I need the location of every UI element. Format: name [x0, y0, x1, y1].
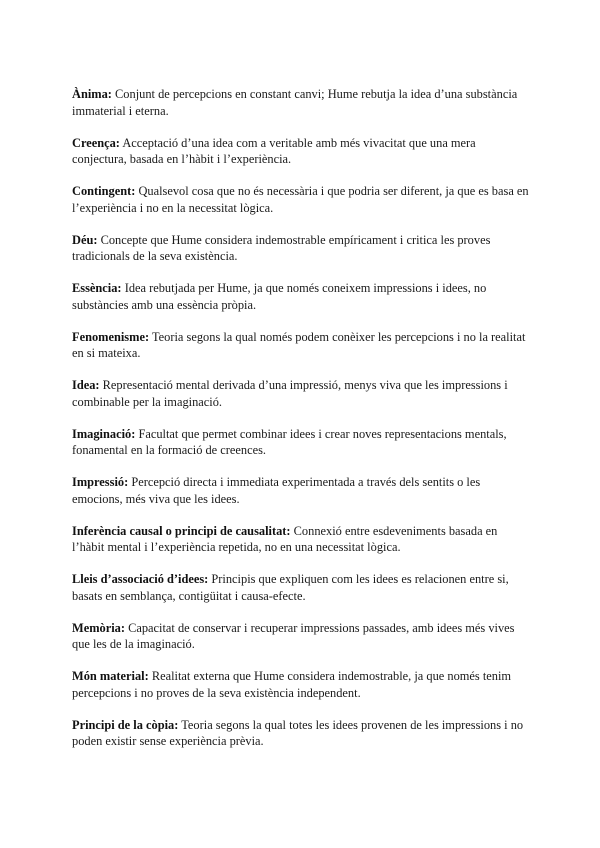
entry-term: Impressió: [72, 475, 129, 489]
entry-definition: Conjunt de percepcions en constant canvi; Hume rebutja la idea d’una substància immaterial i eterna. [72, 87, 518, 118]
glossary-entry-lleis-associacio [72, 571, 532, 604]
entry-term: Fenomenisme: [72, 329, 150, 344]
entry-term: Contingent: [72, 184, 136, 198]
glossary-list [72, 86, 532, 765]
entry-definition: Qualsevol cosa que no és necessària i que podria ser diferent, ja que es basa en l’experiència i no en la necessitat lògica. [72, 184, 529, 215]
glossary-entry-principi-copia [72, 717, 532, 750]
glossary-entry-fenomenisme [72, 329, 532, 362]
entry-definition: Percepció directa i immediata experimentada a través dels sentits o les emocions, més viva que les idees. [72, 475, 481, 506]
entry-term: Imaginació: [72, 426, 136, 441]
glossary-entry-mon-material [72, 668, 532, 701]
glossary-entry-idea [72, 377, 532, 410]
entry-definition: Facultat que permet combinar idees i crear noves representacions mentals, fonamental en la formació de creences. [72, 426, 507, 457]
entry-term: Món material: [72, 669, 149, 683]
entry-definition: Capacitat de conservar i recuperar impressions passades, amb idees més vives que les de la imaginació. [72, 620, 515, 651]
entry-definition: Principis que expliquen com les idees es relacionen entre si, basats en semblança, contigüitat i causa-efecte. [72, 572, 509, 603]
entry-term: Creença: [72, 135, 120, 150]
entry-definition: Concepte que Hume considera indemostrable empíricament i critica les proves tradicionals de la seva existència. [72, 232, 491, 263]
entry-term: Memòria: [72, 620, 125, 635]
entry-term: Idea: [72, 378, 100, 392]
entry-term: Ànima: [72, 87, 112, 101]
entry-definition: Representació mental derivada d’una impressió, menys viva que les impressions i combinable per la imaginació. [72, 378, 508, 409]
entry-term: Lleis d’associació d’idees: [72, 572, 209, 586]
glossary-entry-inferencia-causal [72, 523, 532, 556]
glossary-entry-impressio [72, 474, 532, 507]
glossary-entry-imaginacio [72, 426, 532, 459]
entry-term: Inferència causal o principi de causalitat: [72, 523, 291, 538]
glossary-entry-memoria [72, 620, 532, 653]
entry-term: Essència: [72, 281, 122, 295]
glossary-entry-anima [72, 86, 532, 119]
entry-definition: Acceptació d’una idea com a veritable amb més vivacitat que una mera conjectura, basada en l’hàbit i l’experiència. [72, 135, 476, 166]
glossary-entry-creenca [72, 135, 532, 168]
glossary-entry-deu [72, 232, 532, 265]
glossary-entry-essencia [72, 280, 532, 313]
entry-definition: Teoria segons la qual totes les idees provenen de les impressions i no poden existir sense experiència prèvia. [72, 717, 524, 748]
entry-definition: Teoria segons la qual només podem conèixer les percepcions i no la realitat en si mateixa. [72, 329, 526, 360]
entry-term: Principi de la còpia: [72, 717, 179, 732]
glossary-entry-contingent [72, 183, 532, 216]
entry-definition: Idea rebutjada per Hume, ja que només coneixem impressions i idees, no substàncies amb una essència pròpia. [72, 281, 487, 312]
entry-term: Déu: [72, 232, 98, 247]
entry-definition: Realitat externa que Hume considera indemostrable, ja que només tenim percepcions i no proves de la seva existència independent. [72, 669, 512, 700]
entry-definition: Connexió entre esdeveniments basada en l’hàbit mental i l’experiència repetida, no en una necessitat lògica. [72, 523, 498, 554]
